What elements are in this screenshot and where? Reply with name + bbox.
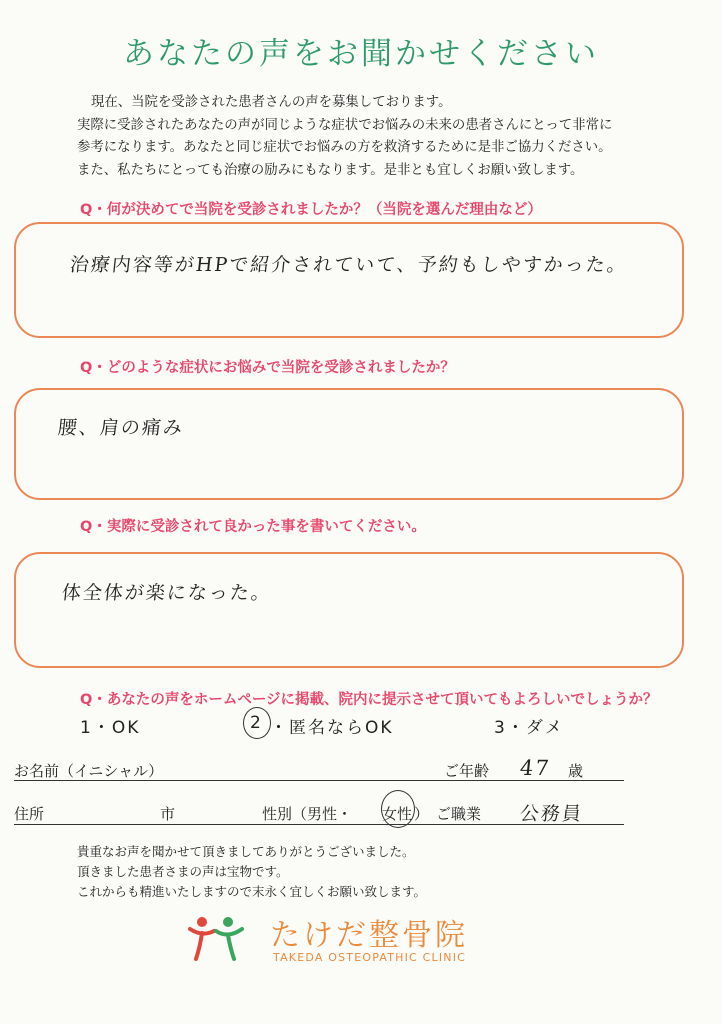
name-label: お名前（イニシャル）: [14, 762, 164, 780]
option-anonymous-ok[interactable]: ・匿名ならOK: [270, 718, 394, 738]
answer-box-3[interactable]: [14, 552, 684, 668]
job-value: 公務員: [518, 803, 585, 825]
age-value: 47: [518, 756, 552, 780]
intro-line: また、私たちにとっても治療の励みにもなります。是非とも宜しくお願い致します。: [77, 162, 584, 178]
address-label: 住所: [14, 805, 45, 823]
address-underline: [14, 824, 624, 825]
thanks-text: [77, 842, 426, 902]
question-3: Q・実際に受診されて良かった事を書いてください。: [80, 519, 426, 535]
name-underline: [14, 780, 624, 781]
answer-box-2[interactable]: [14, 388, 684, 500]
intro-text: [77, 92, 697, 182]
clinic-logo-name: たけだ整骨院: [270, 918, 468, 953]
gender-female-option[interactable]: 女性: [382, 805, 413, 823]
intro-line: 実際に受診されたあなたの声が同じような症状でお悩みの未来の患者さんにとって非常に: [77, 117, 613, 133]
option-no[interactable]: 3・ダメ: [494, 718, 564, 738]
selected-circle-mark: [243, 707, 271, 739]
age-label: ご年齢: [444, 762, 490, 780]
clinic-logo-icon: [188, 915, 252, 965]
answer-3-text: 体全体が楽になった。: [60, 582, 274, 604]
answer-2-text: 腰、肩の痛み: [56, 417, 186, 439]
thanks-line: 貴重なお声を聞かせて頂きましてありがとうございました。: [77, 844, 415, 859]
thanks-line: 頂きました患者さまの声は宝物です。: [77, 864, 289, 879]
answer-1-text: 治療内容等がHPで紹介されていて、予約もしやすかった。: [68, 254, 629, 276]
female-circle-mark: [381, 790, 415, 828]
page-title: あなたの声をお聞かせください: [123, 36, 599, 72]
clinic-logo-subtitle: TAKEDA OSTEOPATHIC CLINIC: [273, 951, 467, 964]
option-ok[interactable]: 1・OK: [80, 718, 141, 738]
age-unit: 歳: [568, 762, 584, 780]
gender-label: 性別（男性・: [262, 805, 353, 823]
option-anonymous-number[interactable]: 2: [250, 713, 263, 733]
intro-line: 参考になります。あなたと同じ症状でお悩みの方を救済するために是非ご協力ください。: [77, 140, 612, 155]
intro-line: 現在、当院を受診された患者さんの声を募集しております。: [91, 95, 452, 110]
question-1: Q・何が決めてで当院を受診されましたか？（当院を選んだ理由など）: [80, 202, 542, 218]
answer-box-1[interactable]: [14, 222, 684, 338]
question-2: Q・どのような症状にお悩みで当院を受診されましたか？: [80, 360, 455, 376]
gender-close: ）: [414, 805, 430, 823]
city-label: 市: [160, 805, 176, 823]
thanks-line: これからも精進いたしますので末永く宜しくお願い致します。: [77, 884, 427, 899]
question-4: Q・あなたの声をホームページに掲載、院内に提示させて頂いてもよろしいでしょうか？: [80, 692, 658, 708]
job-label: ご職業: [436, 805, 482, 823]
